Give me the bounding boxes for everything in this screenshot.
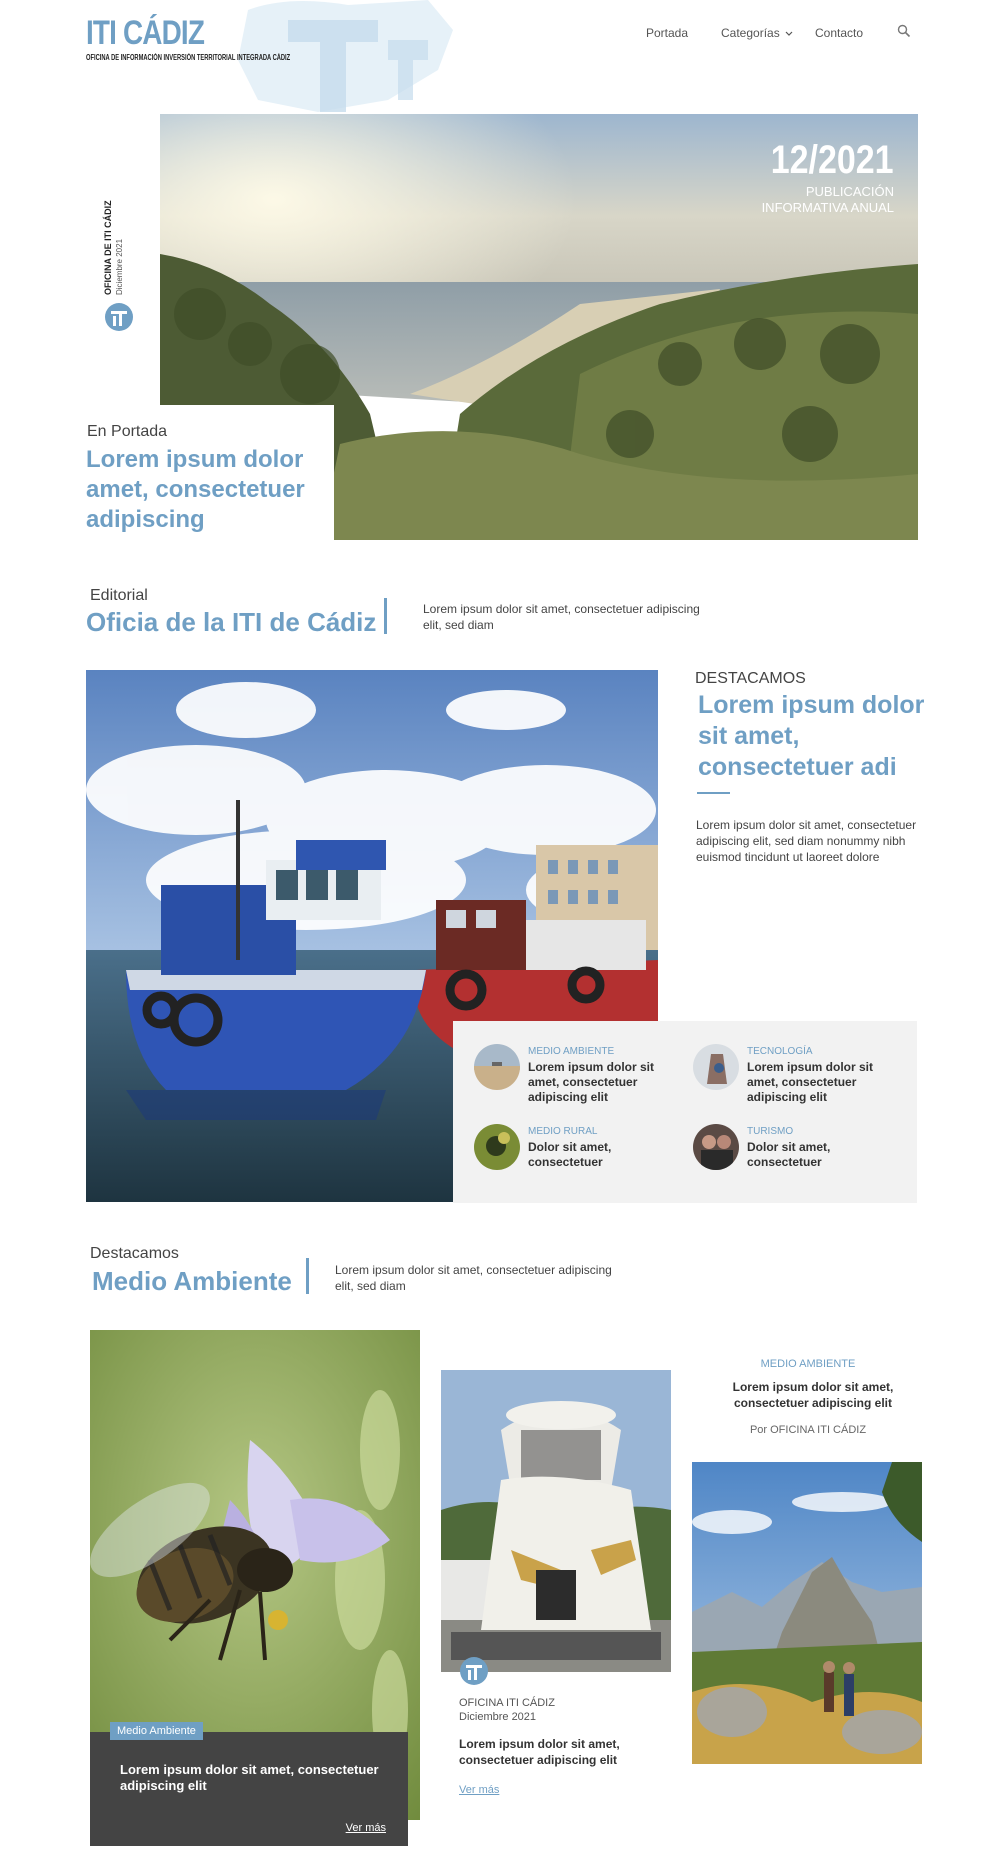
editorial-text: Lorem ipsum dolor sit amet, consectetuer adipiscing elit, sed diam — [423, 602, 700, 632]
article-author: OFICINA ITI CÁDIZ — [459, 1697, 555, 1709]
nav-contacto[interactable]: Contacto — [815, 26, 864, 40]
editorial-divider — [384, 598, 387, 634]
category-title[interactable]: Lorem ipsum dolor sit amet, consectetuer adipiscing elit — [747, 1060, 874, 1104]
iti-logo-icon — [459, 1656, 489, 1686]
category-title[interactable]: Lorem ipsum dolor sit amet, consectetuer adipiscing elit — [528, 1060, 655, 1104]
category-item-medio-rural[interactable] — [474, 1124, 674, 1194]
medio-rural-thumbnail — [474, 1124, 520, 1170]
turismo-thumbnail — [693, 1124, 739, 1170]
medio-ambiente-text: Lorem ipsum dolor sit amet, consectetuer adipiscing elit, sed diam — [335, 1263, 612, 1293]
category-badge[interactable]: Medio Ambiente — [110, 1722, 203, 1740]
logo-subtitle: OFICINA DE INFORMACIÓN INVERSIÓN TERRITORIAL INTEGRADA CÁDIZ — [86, 53, 291, 62]
vertical-date: Diciembre 2021 — [115, 238, 124, 295]
nav-portada[interactable]: Portada — [646, 26, 689, 40]
nav-categorias-label: Categorías — [721, 26, 780, 40]
editorial-kicker: Editorial — [90, 587, 148, 604]
category-item-medio-ambiente[interactable] — [474, 1044, 674, 1114]
category-item-turismo[interactable] — [693, 1124, 893, 1194]
category-title[interactable]: Dolor sit amet, consectetuer — [528, 1140, 612, 1169]
categories-panel — [453, 1021, 917, 1203]
cover-story-box[interactable] — [74, 405, 334, 540]
category-label: MEDIO AMBIENTE — [528, 1046, 615, 1057]
featured-title[interactable]: Lorem ipsum dolor sit amet, consectetuer adi — [698, 691, 925, 781]
article-category-label[interactable]: MEDIO AMBIENTE — [760, 1358, 856, 1370]
read-more-link[interactable]: Ver más — [345, 1822, 386, 1834]
mountain-image[interactable] — [692, 1462, 922, 1764]
category-label: TECNOLOGÍA — [747, 1046, 813, 1057]
card-title[interactable]: Lorem ipsum dolor sit amet, consectetuer adipiscing elit — [120, 1762, 379, 1793]
medio-ambiente-thumbnail — [474, 1044, 520, 1090]
medio-ambiente-kicker: Destacamos — [90, 1245, 179, 1262]
tecnologia-thumbnail — [693, 1044, 739, 1090]
article-title[interactable]: Lorem ipsum dolor sit amet, consectetuer adipiscing elit — [732, 1380, 894, 1410]
search-icon[interactable] — [897, 24, 911, 38]
beekeeper-image[interactable] — [441, 1370, 671, 1672]
read-more-link[interactable]: Ver más — [459, 1784, 500, 1796]
category-title[interactable]: Dolor sit amet, consectetuer — [747, 1140, 831, 1169]
chevron-down-icon — [785, 31, 793, 37]
iti-logo-icon — [104, 302, 134, 332]
article-author: Por OFICINA ITI CÁDIZ — [749, 1424, 867, 1436]
vertical-label — [103, 200, 133, 305]
featured-text: Lorem ipsum dolor sit amet, consectetuer adipiscing elit, sed diam nonummy nibh euismod tincidunt ut laoreet dolore — [696, 818, 917, 864]
cover-kicker: En Portada — [87, 423, 168, 440]
medio-ambiente-title[interactable]: Medio Ambiente — [92, 1266, 292, 1296]
hero-publication-label: PUBLICACIÓN INFORMATIVA ANUAL — [761, 184, 894, 215]
featured-kicker: DESTACAMOS — [695, 670, 806, 687]
vertical-title: OFICINA DE ITI CÁDIZ — [103, 200, 113, 295]
logo-title[interactable]: ITI CÁDIZ — [86, 14, 205, 52]
article-date: Diciembre 2021 — [459, 1711, 537, 1723]
nav-categorias[interactable] — [721, 26, 793, 40]
medio-ambiente-divider — [306, 1258, 309, 1294]
article-title[interactable]: Lorem ipsum dolor sit amet, consectetuer adipiscing elit — [459, 1737, 620, 1767]
featured-divider — [697, 792, 730, 794]
category-label: MEDIO RURAL — [528, 1126, 598, 1137]
category-label: TURISMO — [747, 1126, 794, 1137]
medio-ambiente-feature-card[interactable] — [90, 1725, 408, 1846]
category-item-tecnologia[interactable] — [693, 1044, 893, 1114]
editorial-title[interactable]: Oficia de la ITI de Cádiz — [86, 607, 377, 637]
cover-title[interactable]: Lorem ipsum dolor amet, consectetuer adipiscing — [86, 446, 305, 533]
hero-date: 12/2021 — [771, 138, 894, 182]
